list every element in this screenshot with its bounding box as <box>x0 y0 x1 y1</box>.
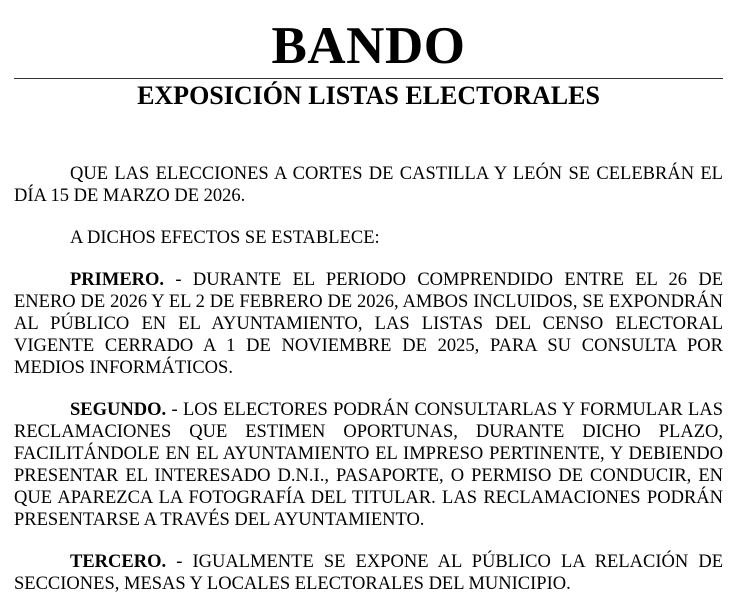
tercero-text: - IGUALMENTE SE EXPONE AL PÚBLICO LA RELACIÓN DE SECCIONES, MESAS Y LOCALES ELECTORALES DEL MUNICIPIO. <box>14 552 723 594</box>
title-divider <box>14 78 723 79</box>
segundo-text: - LOS ELECTORES PODRÁN CONSULTARLAS Y FORMULAR LAS RECLAMACIONES QUE ESTIMEN OPORTUNAS, DURANTE DICHO PLAZO, FACILITÁNDOLE EN EL AYUNTAMIENTO EL IMPRESO PERTINENTE, Y DEBIENDO PRESENTAR EL INTERESADO D.N.I., PASAPORTE, O PERMISO DE CONDUCIR, EN QUE APAREZCA LA FOTOGRAFÍA DEL TITULAR. LAS RECLAMACIONES PODRÁN PRESENTARSE A TRAVÉS DEL AYUNTAMIENTO. <box>14 400 723 530</box>
document-subtitle: EXPOSICIÓN LISTAS ELECTORALES <box>137 81 600 110</box>
tercero-paragraph <box>14 551 723 595</box>
document-page <box>14 0 723 595</box>
document-title: BANDO <box>271 17 466 75</box>
intro-paragraph: QUE LAS ELECCIONES A CORTES DE CASTILLA Y LEÓN SE CELEBRÁN EL DÍA 15 DE MARZO DE 2026. <box>14 164 723 206</box>
primero-paragraph <box>14 269 723 379</box>
segundo-label: SEGUNDO. <box>70 400 167 420</box>
primero-label: PRIMERO. <box>70 270 165 290</box>
tercero-label: TERCERO. <box>70 552 167 572</box>
effects-paragraph: A DICHOS EFECTOS SE ESTABLECE: <box>70 228 380 248</box>
segundo-paragraph <box>14 399 723 531</box>
primero-text: - DURANTE EL PERIODO COMPRENDIDO ENTRE EL 26 DE ENERO DE 2026 Y EL 2 DE FEBRERO DE 2026, AMBOS INCLUIDOS, SE EXPONDRÁN AL PÚBLICO EN EL AYUNTAMIENTO, LAS LISTAS DEL CENSO ELECTORAL VIGENTE CERRADO A 1 DE NOVIEMBRE DE 2025, PARA SU CONSULTA POR MEDIOS INFORMÁTICOS. <box>14 270 723 378</box>
